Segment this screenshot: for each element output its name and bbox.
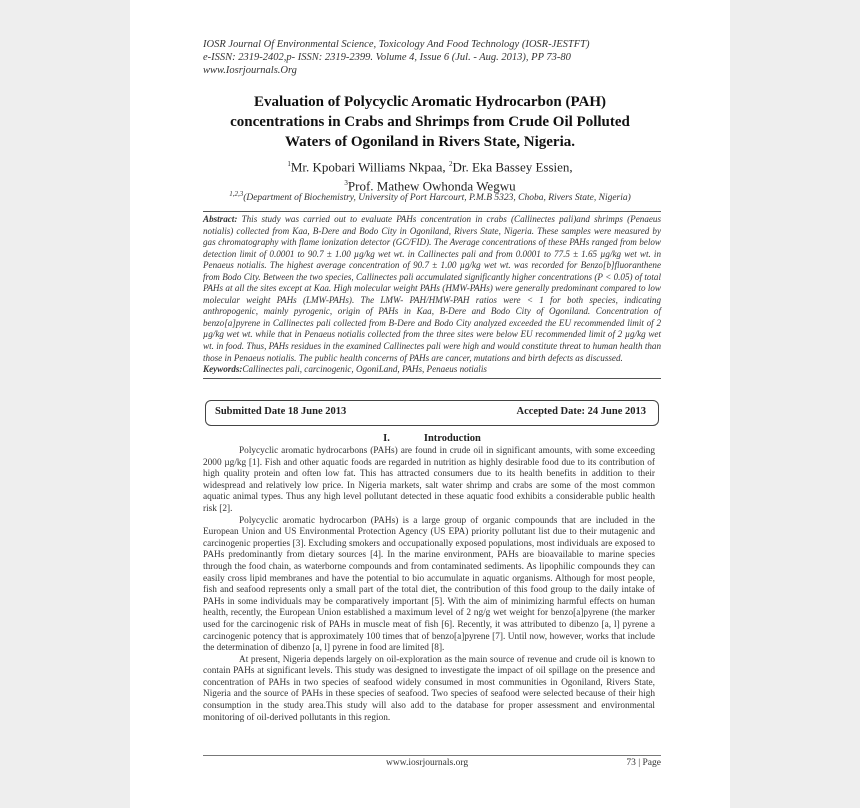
footer-website: www.iosrjournals.org [386,758,469,768]
journal-header [203,38,723,77]
keywords [203,364,661,379]
journal-issn: e-ISSN: 2319-2402,p- ISSN: 2319-2399. Volume 4, Issue 6 (Jul. - Aug. 2013), PP 73-80 [203,52,571,63]
page-footer [203,755,661,770]
keywords-label: Keywords: [203,364,243,375]
affiliation-marks: 1,2,3 [229,190,244,198]
section-number: I. [383,433,390,444]
section-title: Introduction [423,433,481,444]
keywords-text: Callinectes pali, carcinogenic, OgoniLand, PAHs, Penaeus notialis [242,364,487,375]
submitted-date: Submitted Date 18 June 2013 [215,406,347,417]
paper-page [130,0,730,808]
affiliation-text: (Department of Biochemistry, University of Port Harcourt, P.M.B 5323, Choba, Rivers State, Nigeria) [243,193,631,204]
abstract [203,214,661,364]
paper-title [170,92,690,152]
abstract-text: This study was carried out to evaluate PAHs concentration in crabs (Callinectes pali)and shrimps (Penaeus notialis) collected from Kaa, B-Dere and Bodo City in Ogoniland, Rivers State, Nigeria. These samples were measured by gas chromatography with flame ionization detector (GC/FID). The Average concentrations of these PAHs ranged from below detection limit of 0.0001 to 90.7 ± 1.00 µg/kg wet wt. in Callinectes pali and from 0.0001 to 77.5 ± 1.65 µg/kg wet wt. in Penaeus notialis. The highest average concentration of 90.7 ± 1.00 µg/kg wet wt. was recorded for Benzo[b]fluoranthene from Bodo City. Between the two species, Callinectes pali accumulated significantly higher concentrations (P < 0.05) of total PAHs at all the sites except at Kaa. High molecular weight PAHs (HMW-PAHs) were generally predominant compared to low molecular weight PAHs (LMW-PAHs). The LMW- PAH/HMW-PAH ratios were < 1 for both species, indicating anthropogenic, mainly pyrogenic, origin of PAHs in Kaa, B-Dere and Bodo City of Ogoniland. Concentration of benzo[a]pyrene in Callinectes pali collected from B-Dere and Bodo City analyzed exceeded the EU recommended limit of 2 µg/kg wet wt. while that in Penaeus notialis collected from the three sites were below EU recommended limit of 2 µg/kg wet wt. in food. Thus, PAHs residues in the examined Callinectes pali were high and would constitute threat to human health than those in Penaeus notialis. The public health concerns of PAHs are cancer, mutations and birth defects as discussed. [203,214,661,363]
page-number: 73 | Page [626,758,661,768]
journal-website: www.Iosrjournals.Org [203,65,297,76]
title-line-1: Evaluation of Polycyclic Aromatic Hydrocarbon (PAH) [253,94,607,110]
paragraph: Polycyclic aromatic hydrocarbons (PAHs) are found in crude oil in significant amounts, with some exceeding 2000 µg/kg [1]. Fish and other aquatic foods are regarded in nutrition as highly desirable food due to its contribution of high quality protein and often low fat. This has attracted consumers due to its health benefits in addition to their widespread and relatively low price. In Nigeria markets, salt water shrimp and crabs are some of the most common aquatic animal types. Thus any high level pollutant detected in these aquatic food exhibits a considerable public health risk [2]. [203,446,655,514]
abstract-section [203,211,661,379]
affiliation [170,188,690,204]
title-line-3: Waters of Ogoniland in Rivers State, Nigeria. [285,134,575,150]
author-1: Mr. Kpobari Williams Nkpaa, [290,159,449,175]
paragraph: At present, Nigeria depends largely on oil-exploration as the main source of revenue and crude oil is known to contain PAHs at significant levels. This study was designed to investigate the impact of oil spillage on the presence and concentration of PAHs in two species of seafood widely consumed in most communities in Ogoniland, Rivers State, Nigeria and the source of PAHs in these species of seafood. Two species of seafood were selected because of their high consumption in the study area.This study will also add to the database for proper assessment and environmental monitoring of oil-derived pollutants in this region. [203,654,655,723]
author-2-affiliation: 2 [448,160,453,168]
journal-name: IOSR Journal Of Environmental Science, Toxicology And Food Technology (IOSR-JESTFT) [203,39,590,50]
author-3-affiliation: 3 [344,179,348,188]
author-1-affiliation: 1 [287,160,291,168]
accepted-date: Accepted Date: 24 June 2013 [516,406,646,417]
author-2: Dr. Eka Bassey Essien, [452,159,573,175]
paragraph: Polycyclic aromatic hydrocarbon (PAHs) is a large group of organic compounds that are included in the European Union and US Environmental Protection Agency (US EPA) priority pollutant list due to their mutagenic and carcinogenic properties [3]. Excluding smokers and occupationally exposed populations, most individuals are exposed to PAHs predominantly from dietary sources [4]. In the marine environment, PAHs are bioavailable to marine species through the food chain, as waterborne compounds and from contaminated sediments. As lipophilic compounds they can easily cross lipid membranes and have the potential to bio accumulate in aquatic organisms. Although for most people, fish and seafood represents only a small part of the total diet, the contribution of this food group to the daily intake of PAHs in some individuals may be comparatively important [5]. With the aim of minimizing harmful effects on human health, recently, the European Union established a maximum level of 2 ng/g wet weight for benzo[a]pyrene (the marker used for the carcinogenic risk of PAHs in muscle meat of fish [6]. Recently, it was attributed to dibenzo [a, l] pyrene a carcinogenic potency that is approximately 100 times that of benzo[a]pyrene [7]. Until now, however, works that include the determination of dibenzo [a, l] pyrene in food are limited [8]. [203,515,655,654]
section-heading [203,433,661,444]
title-line-2: concentrations in Crabs and Shrimps from Crude Oil Polluted [230,114,630,130]
submission-dates-box [205,400,659,426]
introduction-body [203,446,655,724]
author-3: Prof. Mathew Owhonda Wegwu [347,178,516,194]
abstract-label: Abstract: [203,214,238,224]
